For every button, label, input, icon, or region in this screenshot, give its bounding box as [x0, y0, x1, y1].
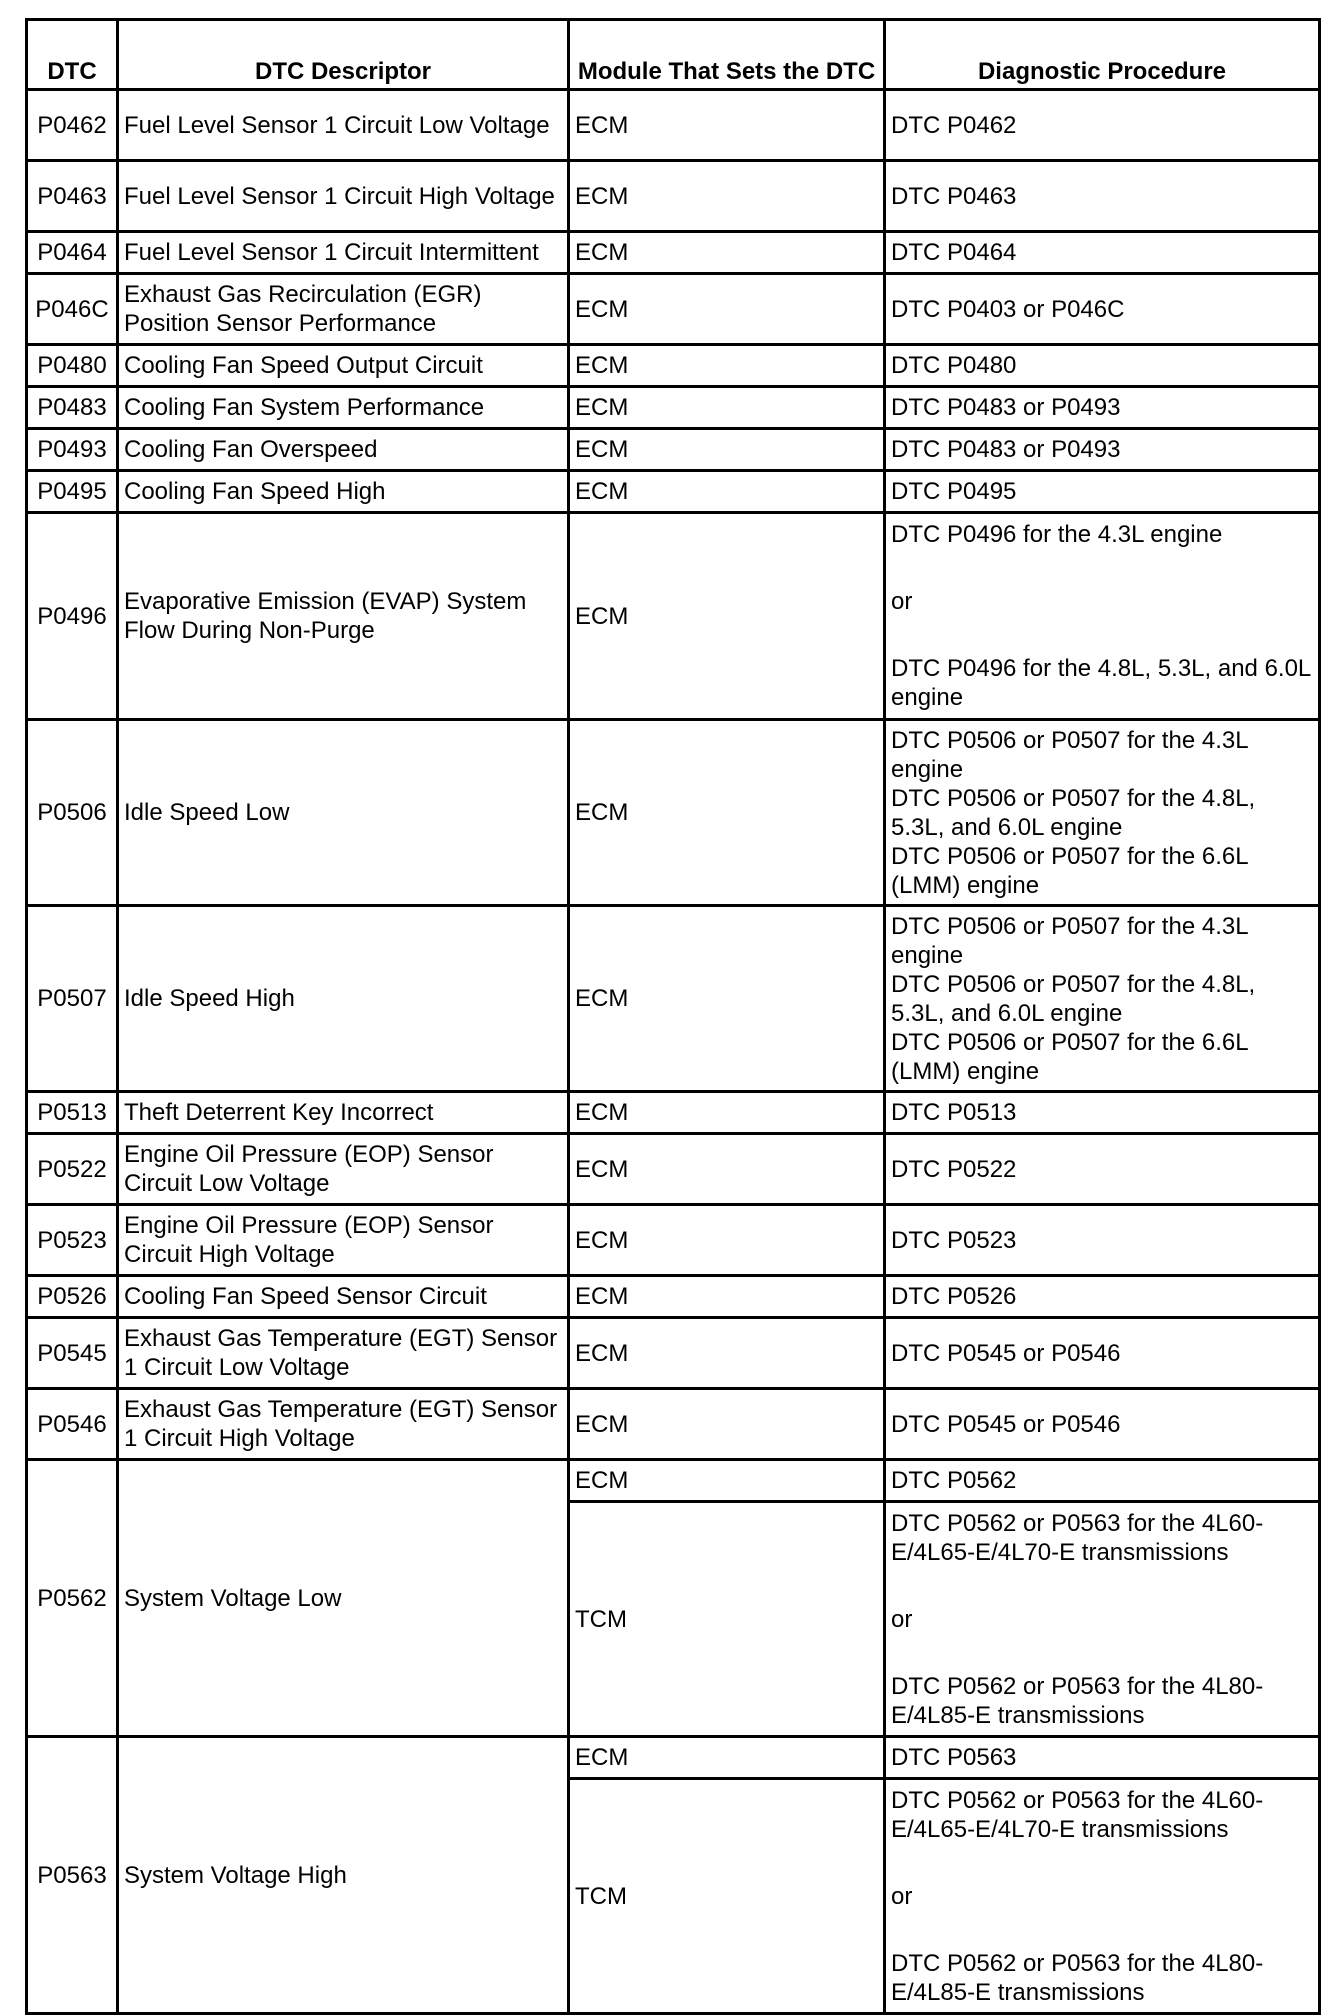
diagnostic-procedure	[885, 1502, 1320, 1737]
dtc-code: P0462	[27, 90, 118, 161]
diagnostic-procedure: DTC P0545 or P0546	[885, 1389, 1320, 1460]
dtc-descriptor: Exhaust Gas Recirculation (EGR) Position Sensor Performance	[118, 274, 569, 345]
diagnostic-procedure: DTC P0513	[885, 1092, 1320, 1134]
dtc-code: P0463	[27, 161, 118, 232]
module: ECM	[569, 232, 885, 274]
module: ECM	[569, 906, 885, 1092]
dtc-descriptor: Idle Speed High	[118, 906, 569, 1092]
dtc-code: P046C	[27, 274, 118, 345]
procedure-line: DTC P0506 or P0507 for the 6.6L (LMM) engine	[891, 842, 1248, 899]
dtc-code: P0495	[27, 471, 118, 513]
dtc-descriptor: Exhaust Gas Temperature (EGT) Sensor 1 Circuit High Voltage	[118, 1389, 569, 1460]
diagnostic-procedure: DTC P0562	[885, 1460, 1320, 1502]
procedure-line: DTC P0562 or P0563 for the 4L80-E/4L85-E transmissions	[891, 1949, 1264, 2006]
dtc-descriptor: Cooling Fan Overspeed	[118, 429, 569, 471]
procedure-line: DTC P0506 or P0507 for the 4.8L, 5.3L, and 6.0L engine	[891, 970, 1256, 1027]
dtc-code: P0523	[27, 1205, 118, 1276]
diagnostic-procedure: DTC P0403 or P046C	[885, 274, 1320, 345]
table-row	[27, 429, 1320, 471]
dtc-code: P0507	[27, 906, 118, 1092]
dtc-descriptor: System Voltage Low	[118, 1460, 569, 1737]
dtc-descriptor: Cooling Fan Speed Sensor Circuit	[118, 1276, 569, 1318]
header-module: Module That Sets the DTC	[569, 20, 885, 90]
module: ECM	[569, 1318, 885, 1389]
dtc-descriptor: Exhaust Gas Temperature (EGT) Sensor 1 Circuit Low Voltage	[118, 1318, 569, 1389]
dtc-code: P0480	[27, 345, 118, 387]
module: ECM	[569, 387, 885, 429]
diagnostic-procedure: DTC P0462	[885, 90, 1320, 161]
module: ECM	[569, 1276, 885, 1318]
table-row	[27, 1276, 1320, 1318]
dtc-code: P0545	[27, 1318, 118, 1389]
dtc-code: P0496	[27, 513, 118, 720]
module: ECM	[569, 429, 885, 471]
procedure-line: DTC P0506 or P0507 for the 4.3L engine	[891, 912, 1248, 969]
module: ECM	[569, 274, 885, 345]
dtc-descriptor: Cooling Fan System Performance	[118, 387, 569, 429]
dtc-code: P0513	[27, 1092, 118, 1134]
dtc-descriptor: System Voltage High	[118, 1737, 569, 2014]
procedure-or: or	[891, 1605, 913, 1633]
module: ECM	[569, 345, 885, 387]
table-row	[27, 232, 1320, 274]
dtc-code: P0546	[27, 1389, 118, 1460]
procedure-line: DTC P0562 or P0563 for the 4L80-E/4L85-E transmissions	[891, 1672, 1264, 1729]
table-row	[27, 1318, 1320, 1389]
diagnostic-procedure: DTC P0483 or P0493	[885, 429, 1320, 471]
diagnostic-procedure: DTC P0522	[885, 1134, 1320, 1205]
table-row	[27, 1389, 1320, 1460]
diagnostic-procedure: DTC P0464	[885, 232, 1320, 274]
module: ECM	[569, 513, 885, 720]
module: ECM	[569, 1737, 885, 1779]
diagnostic-procedure: DTC P0480	[885, 345, 1320, 387]
procedure-line: DTC P0496 for the 4.8L, 5.3L, and 6.0L engine	[891, 655, 1311, 711]
table-row	[27, 387, 1320, 429]
dtc-descriptor: Fuel Level Sensor 1 Circuit High Voltage	[118, 161, 569, 232]
module: ECM	[569, 161, 885, 232]
dtc-code: P0506	[27, 720, 118, 906]
module: ECM	[569, 471, 885, 513]
procedure-line: DTC P0506 or P0507 for the 6.6L (LMM) engine	[891, 1028, 1248, 1085]
diagnostic-procedure	[885, 1779, 1320, 2014]
table-row	[27, 1134, 1320, 1205]
table-row	[27, 1205, 1320, 1276]
diagnostic-procedure: DTC P0495	[885, 471, 1320, 513]
module: ECM	[569, 1389, 885, 1460]
procedure-line: DTC P0506 or P0507 for the 4.8L, 5.3L, and 6.0L engine	[891, 784, 1256, 841]
table-row	[27, 720, 1320, 906]
procedure-line: DTC P0496 for the 4.3L engine	[891, 521, 1223, 548]
diagnostic-procedure: DTC P0545 or P0546	[885, 1318, 1320, 1389]
dtc-code: P0483	[27, 387, 118, 429]
table-row	[27, 90, 1320, 161]
dtc-descriptor: Fuel Level Sensor 1 Circuit Intermittent	[118, 232, 569, 274]
module: TCM	[569, 1779, 885, 2014]
table-row	[27, 345, 1320, 387]
diagnostic-procedure	[885, 906, 1320, 1092]
dtc-code: P0562	[27, 1460, 118, 1737]
diagnostic-procedure: DTC P0523	[885, 1205, 1320, 1276]
table-row	[27, 1460, 1320, 1502]
procedure-or: or	[891, 588, 913, 615]
header-descriptor: DTC Descriptor	[118, 20, 569, 90]
dtc-descriptor: Cooling Fan Speed Output Circuit	[118, 345, 569, 387]
dtc-table	[25, 18, 1321, 2015]
table-row	[27, 906, 1320, 1092]
dtc-descriptor: Engine Oil Pressure (EOP) Sensor Circuit Low Voltage	[118, 1134, 569, 1205]
dtc-descriptor: Fuel Level Sensor 1 Circuit Low Voltage	[118, 90, 569, 161]
module: ECM	[569, 1460, 885, 1502]
module: ECM	[569, 1205, 885, 1276]
module: ECM	[569, 720, 885, 906]
header-dtc: DTC	[27, 20, 118, 90]
dtc-code: P0464	[27, 232, 118, 274]
diagnostic-procedure: DTC P0526	[885, 1276, 1320, 1318]
diagnostic-procedure	[885, 513, 1320, 720]
diagnostic-procedure: DTC P0463	[885, 161, 1320, 232]
dtc-code: P0493	[27, 429, 118, 471]
procedure-line: DTC P0506 or P0507 for the 4.3L engine	[891, 726, 1248, 783]
table-row	[27, 274, 1320, 345]
dtc-descriptor: Theft Deterrent Key Incorrect	[118, 1092, 569, 1134]
procedure-line: DTC P0562 or P0563 for the 4L60-E/4L65-E/4L70-E transmissions	[891, 1786, 1264, 1843]
header-row	[27, 20, 1320, 90]
dtc-descriptor: Evaporative Emission (EVAP) System Flow During Non-Purge	[118, 513, 569, 720]
dtc-descriptor: Cooling Fan Speed High	[118, 471, 569, 513]
diagnostic-procedure: DTC P0483 or P0493	[885, 387, 1320, 429]
dtc-code: P0526	[27, 1276, 118, 1318]
table-row	[27, 1737, 1320, 1779]
dtc-descriptor: Idle Speed Low	[118, 720, 569, 906]
module: ECM	[569, 1092, 885, 1134]
module: ECM	[569, 90, 885, 161]
module: ECM	[569, 1134, 885, 1205]
dtc-code: P0522	[27, 1134, 118, 1205]
procedure-or: or	[891, 1882, 913, 1910]
dtc-descriptor: Engine Oil Pressure (EOP) Sensor Circuit High Voltage	[118, 1205, 569, 1276]
diagnostic-procedure	[885, 720, 1320, 906]
table-row	[27, 1092, 1320, 1134]
module: TCM	[569, 1502, 885, 1737]
table-row	[27, 513, 1320, 720]
table-row	[27, 471, 1320, 513]
dtc-code: P0563	[27, 1737, 118, 2014]
table-row	[27, 161, 1320, 232]
diagnostic-procedure: DTC P0563	[885, 1737, 1320, 1779]
header-procedure: Diagnostic Procedure	[885, 20, 1320, 90]
procedure-line: DTC P0562 or P0563 for the 4L60-E/4L65-E/4L70-E transmissions	[891, 1509, 1264, 1566]
